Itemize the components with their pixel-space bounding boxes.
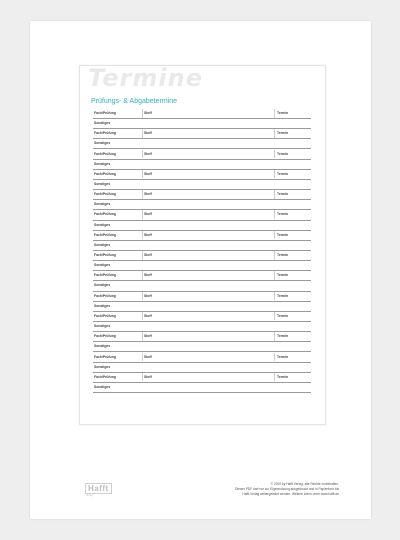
label-sonstiges: Sonstiges — [94, 364, 111, 369]
label-fach: Fach/Prüfung — [94, 273, 116, 278]
entry-row — [93, 128, 311, 148]
label-sonstiges: Sonstiges — [94, 242, 111, 247]
column-divider — [274, 210, 275, 219]
entry-row — [93, 352, 311, 372]
entry-row — [93, 372, 311, 392]
label-termin: Termin — [277, 171, 289, 176]
column-divider — [274, 332, 275, 341]
entry-row — [93, 311, 311, 331]
label-termin: Termin — [277, 313, 289, 318]
label-fach: Fach/Prüfung — [94, 192, 116, 197]
label-fach: Fach/Prüfung — [94, 334, 116, 339]
column-divider — [274, 353, 275, 362]
label-stoff: Stoff — [144, 192, 152, 197]
column-divider — [142, 210, 143, 219]
column-divider — [142, 129, 143, 138]
column-divider — [274, 251, 275, 260]
column-divider — [142, 292, 143, 301]
label-fach: Fach/Prüfung — [94, 111, 116, 115]
label-sonstiges: Sonstiges — [94, 181, 111, 186]
label-sonstiges: Sonstiges — [94, 303, 111, 308]
label-stoff: Stoff — [144, 131, 152, 136]
entry-row — [93, 291, 311, 311]
label-sonstiges: Sonstiges — [94, 202, 111, 207]
column-divider — [142, 109, 143, 118]
label-termin: Termin — [277, 212, 289, 217]
label-termin: Termin — [277, 192, 289, 197]
column-divider — [142, 271, 143, 280]
label-fach: Fach/Prüfung — [94, 354, 116, 359]
entry-row — [93, 169, 311, 189]
document-page — [30, 21, 371, 519]
entry-row — [93, 189, 311, 209]
label-stoff: Stoff — [144, 293, 152, 298]
column-divider — [142, 353, 143, 362]
label-stoff: Stoff — [144, 313, 152, 318]
label-stoff: Stoff — [144, 253, 152, 258]
label-sonstiges: Sonstiges — [94, 263, 111, 268]
copyright-footer — [219, 482, 339, 497]
label-stoff: Stoff — [144, 374, 152, 379]
column-divider — [274, 231, 275, 240]
label-stoff: Stoff — [144, 354, 152, 359]
label-termin: Termin — [277, 334, 289, 339]
column-divider — [142, 150, 143, 159]
label-sonstiges: Sonstiges — [94, 344, 111, 349]
label-termin: Termin — [277, 273, 289, 278]
label-termin: Termin — [277, 354, 289, 359]
column-divider — [274, 170, 275, 179]
label-sonstiges: Sonstiges — [94, 121, 111, 126]
label-fach: Fach/Prüfung — [94, 253, 116, 258]
label-fach: Fach/Prüfung — [94, 232, 116, 237]
entry-row — [93, 149, 311, 169]
entries-list — [93, 108, 311, 392]
label-stoff: Stoff — [144, 232, 152, 237]
column-divider — [274, 109, 275, 118]
label-sonstiges: Sonstiges — [94, 384, 111, 389]
label-fach: Fach/Prüfung — [94, 131, 116, 136]
entry-row — [93, 250, 311, 270]
entry-row — [93, 108, 311, 128]
label-termin: Termin — [277, 232, 289, 237]
publisher-logo: Hafft — [85, 483, 112, 494]
label-fach: Fach/Prüfung — [94, 212, 116, 217]
footer-line-2: Dieses PDF darf nur zur Eigennutzung ausgedruckt und in Papierform bis — [235, 487, 339, 491]
label-termin: Termin — [277, 131, 289, 136]
column-divider — [142, 190, 143, 199]
entry-line-notes[interactable] — [93, 382, 311, 393]
column-divider — [274, 190, 275, 199]
label-fach: Fach/Prüfung — [94, 171, 116, 176]
planner-panel — [79, 65, 326, 425]
column-divider — [274, 271, 275, 280]
watermark-title: Termine — [88, 64, 203, 92]
column-divider — [274, 129, 275, 138]
label-stoff: Stoff — [144, 171, 152, 176]
column-divider — [142, 373, 143, 382]
column-divider — [142, 231, 143, 240]
label-termin: Termin — [277, 151, 289, 156]
label-sonstiges: Sonstiges — [94, 222, 111, 227]
column-divider — [142, 332, 143, 341]
label-stoff: Stoff — [144, 212, 152, 217]
entry-row — [93, 270, 311, 290]
column-divider — [142, 312, 143, 321]
label-stoff: Stoff — [144, 334, 152, 339]
label-termin: Termin — [277, 111, 289, 115]
entry-row — [93, 209, 311, 229]
column-divider — [142, 170, 143, 179]
label-termin: Termin — [277, 293, 289, 298]
column-divider — [274, 150, 275, 159]
label-sonstiges: Sonstiges — [94, 161, 111, 166]
label-stoff: Stoff — [144, 151, 152, 156]
label-fach: Fach/Prüfung — [94, 374, 116, 379]
label-termin: Termin — [277, 374, 289, 379]
footer-line-3: Hafft-Verlag weitergeleitet werden. Weitere Ideen unter www.hafft.de — [242, 492, 339, 496]
column-divider — [142, 251, 143, 260]
label-sonstiges: Sonstiges — [94, 283, 111, 288]
label-sonstiges: Sonstiges — [94, 141, 111, 146]
label-stoff: Stoff — [144, 111, 152, 115]
column-divider — [274, 373, 275, 382]
publisher-logo-sub: Verlag — [86, 494, 94, 497]
label-fach: Fach/Prüfung — [94, 151, 116, 156]
column-divider — [274, 312, 275, 321]
label-fach: Fach/Prüfung — [94, 293, 116, 298]
entry-row — [93, 331, 311, 351]
label-termin: Termin — [277, 253, 289, 258]
section-title: Prüfungs- & Abgabetermine — [91, 98, 177, 105]
column-divider — [274, 292, 275, 301]
label-sonstiges: Sonstiges — [94, 324, 111, 329]
label-stoff: Stoff — [144, 273, 152, 278]
label-fach: Fach/Prüfung — [94, 313, 116, 318]
entry-row — [93, 230, 311, 250]
footer-line-1: © 2020 by Hafft Verlag, alle Rechte vorbehalten. — [270, 482, 339, 486]
